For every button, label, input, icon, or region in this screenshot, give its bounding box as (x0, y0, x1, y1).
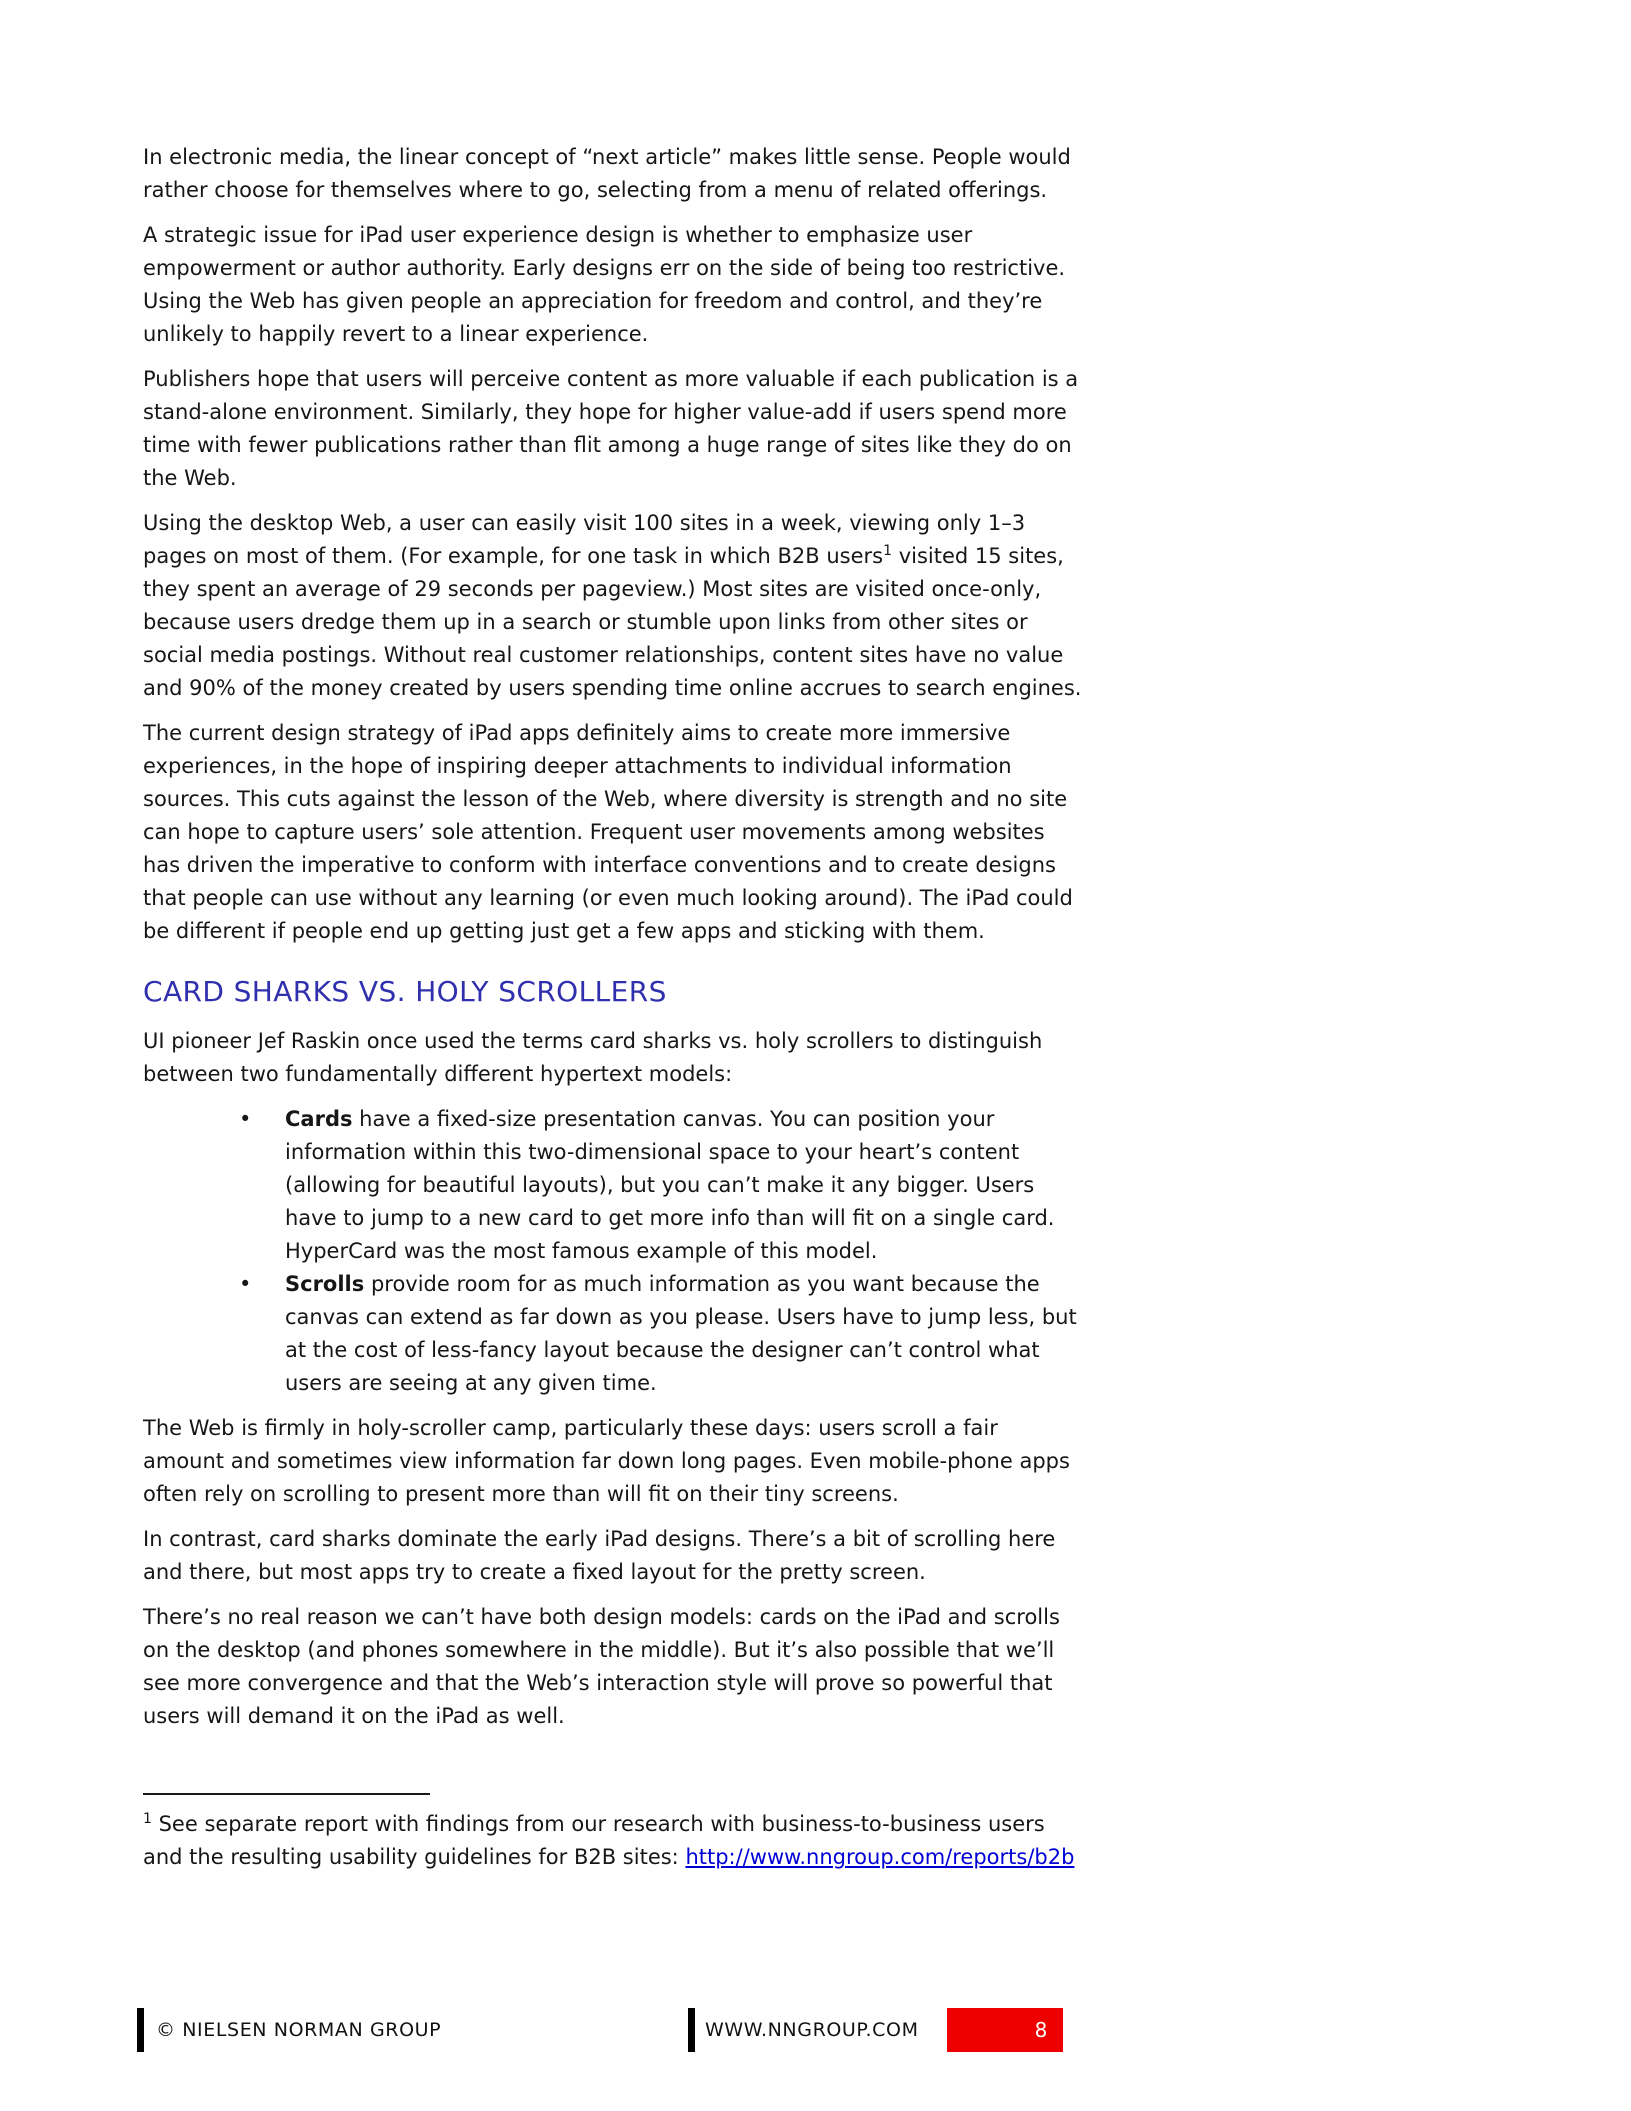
bullet-text: have a fixed-size presentation canvas. You can position your information within this two-dimensional space to your heart’s content (allowing for beautiful layouts), but you can’t make it any bigger. Users have to jump to a new card to get more info than will fit on a single card. HyperCard was the most famous example of this model. (285, 1107, 1055, 1263)
footnote-link[interactable]: http://www.nngroup.com/reports/b2b (685, 1845, 1075, 1869)
paragraph-3: Publishers hope that users will perceive content as more valuable if each publication is a stand-alone environment. Similarly, they hope for higher value-add if users spend more time with fewer publications rather than flit among a huge range of sites like they do on the Web. (143, 367, 1079, 490)
footer-divider-left (137, 2008, 144, 2052)
footnote-marker: 1 (143, 1811, 152, 1827)
paragraph-6: UI pioneer Jef Raskin once used the terms card sharks vs. holy scrollers to distinguish between two fundamentally different hypertext models: (143, 1029, 1043, 1086)
bullet-term: Scrolls (285, 1272, 365, 1296)
bullet-term: Cards (285, 1107, 353, 1131)
bullet-item-scrolls (237, 1268, 1084, 1400)
bullet-icon: • (239, 1272, 252, 1296)
paragraph-7: The Web is firmly in holy-scroller camp, particularly these days: users scroll a fair amount and sometimes view information far down long pages. Even mobile-phone apps often rely on scrolling to present more than will fit on their tiny screens. (143, 1416, 1070, 1506)
footnote-text: See separate report with findings from our research with business-to-business users and the resulting usability guidelines for B2B sites: (143, 1812, 1045, 1869)
section-heading: CARD SHARKS VS. HOLY SCROLLERS (143, 975, 667, 1008)
paragraph-4 (143, 507, 1084, 705)
paragraph-8: In contrast, card sharks dominate the early iPad designs. There’s a bit of scrolling here and there, but most apps try to create a fixed layout for the pretty screen. (143, 1527, 1056, 1584)
website-text: WWW.NNGROUP.COM (705, 2019, 919, 2041)
paragraph-4-text-b: visited 15 sites, they spent an average of 29 seconds per pageview.) Most sites are visited once-only, because users dredge them up in a search or stumble upon links from other sites or social media postings. Without real customer relationships, content sites have no value and 90% of the money created by users spending time online accrues to search engines. (143, 544, 1082, 700)
bullet-list (237, 1103, 1084, 1400)
paragraph-1: In electronic media, the linear concept of “next article” makes little sense. People would rather choose for themselves where to go, selecting from a menu of related offerings. (143, 145, 1071, 202)
paragraph-5: The current design strategy of iPad apps definitely aims to create more immersive experiences, in the hope of inspiring deeper attachments to individual information sources. This cuts against the lesson of the Web, where diversity is strength and no site can hope to capture users’ sole attention. Frequent user movements among websites has driven the imperative to conform with interface conventions and to create designs that people can use without any learning (or even much looking around). The iPad could be different if people end up getting just get a few apps and sticking with them. (143, 721, 1073, 943)
page-footer (137, 2008, 1063, 2052)
footnote-text-line (143, 1808, 1084, 1874)
footnote-separator (143, 1793, 430, 1795)
bullet-icon: • (239, 1107, 252, 1131)
footnote (143, 1793, 1084, 1874)
paragraph-9: There’s no real reason we can’t have both design models: cards on the iPad and scrolls on the desktop (and phones somewhere in the middle). But it’s also possible that we’ll see more convergence and that the Web’s interaction style will prove so powerful that users will demand it on the iPad as well. (143, 1605, 1060, 1728)
bullet-item-cards (237, 1103, 1084, 1268)
page-number-badge: 8 (947, 2008, 1063, 2052)
bullet-text: provide room for as much information as you want because the canvas can extend as far down as you please. Users have to jump less, but at the cost of less-fancy layout because the designer can’t control what users are seeing at any given time. (285, 1272, 1077, 1395)
footer-divider-middle (688, 2008, 695, 2052)
copyright-text: © NIELSEN NORMAN GROUP (156, 2019, 442, 2041)
paragraph-2: A strategic issue for iPad user experience design is whether to emphasize user empowerment or author authority. Early designs err on the side of being too restrictive. Using the Web has given people an appreciation for freedom and control, and they’re unlikely to happily revert to a linear experience. (143, 223, 1066, 346)
paragraph-4-text-a: Using the desktop Web, a user can easily visit 100 sites in a week, viewing only 1–3 pages on most of them. (For example, for one task in which B2B users (143, 511, 1026, 568)
page-content (143, 141, 1084, 1745)
footnote-ref-1: 1 (883, 543, 893, 559)
